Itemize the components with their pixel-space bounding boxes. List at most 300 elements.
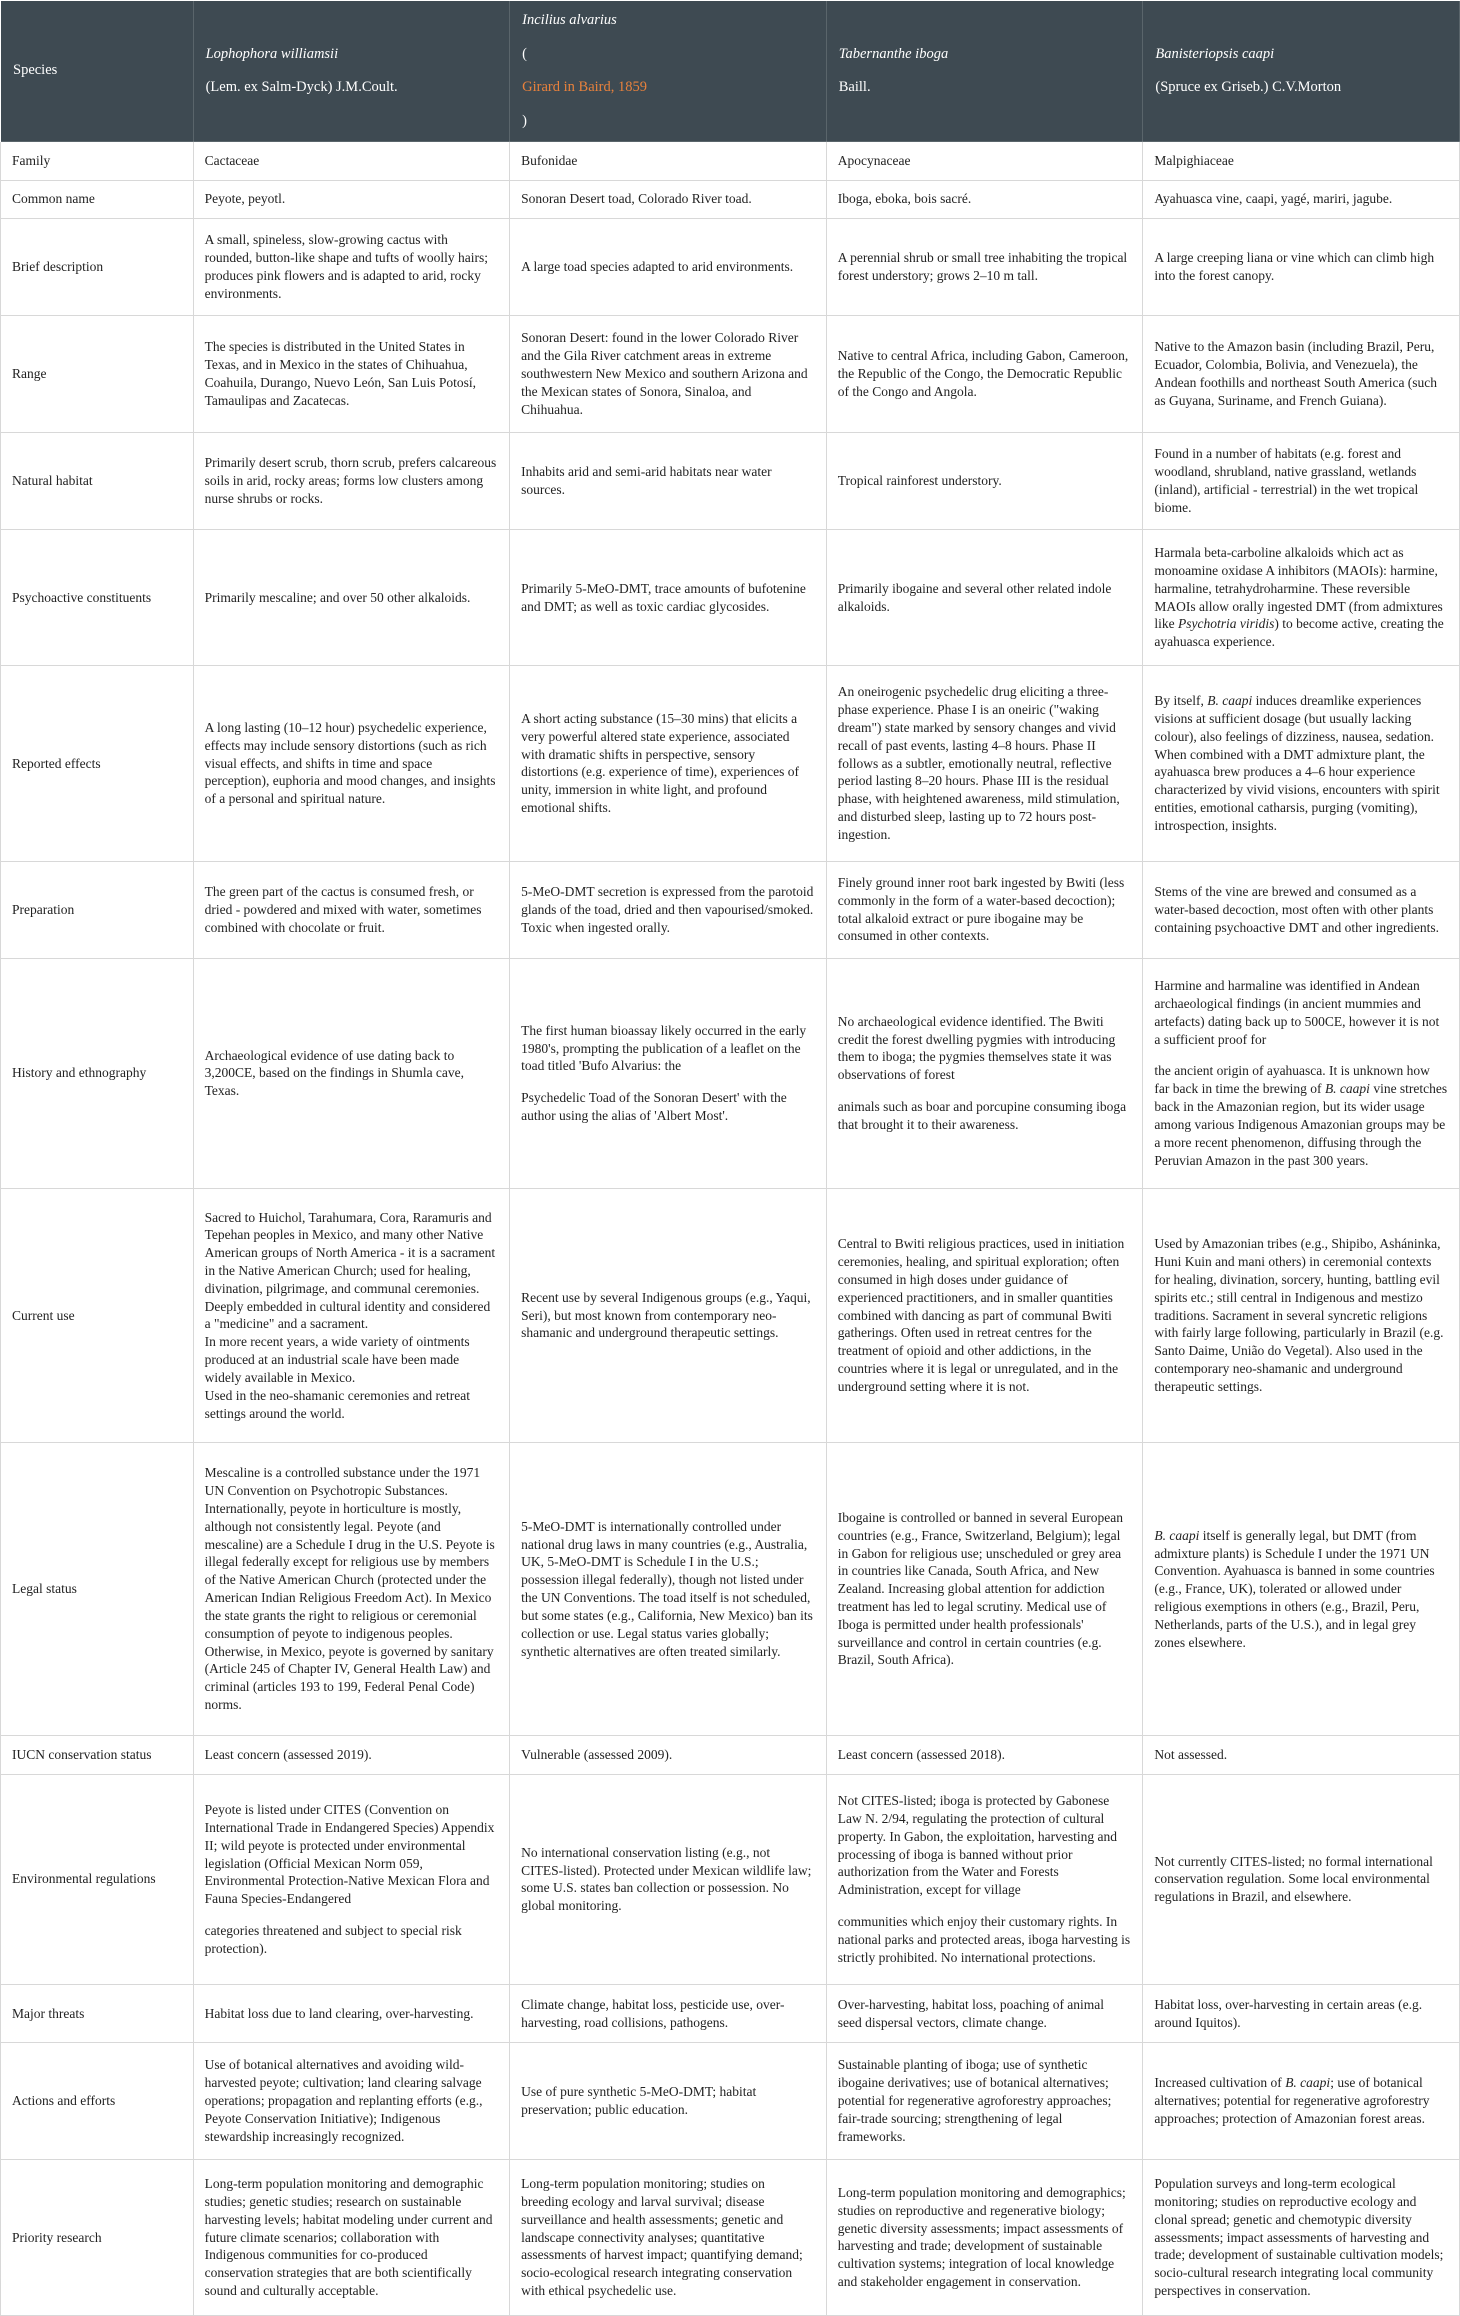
text-segment: ; use of botanical alternatives; potential for regenerative agroforestry approaches; protection of Amazonian forest areas. xyxy=(1154,2075,1430,2126)
paragraph xyxy=(838,2184,1132,2291)
paragraph xyxy=(1154,2175,1448,2300)
paragraph xyxy=(521,580,815,616)
paragraph xyxy=(12,365,182,383)
row-label xyxy=(1,432,194,529)
paragraph xyxy=(205,152,499,170)
paragraph xyxy=(205,338,499,409)
text-segment: Central to Bwiti religious practices, used in initiation ceremonies, healing, and spiritual exploration; often consumed in high doses under guidance of experienced practitioners, and in smaller quantities combined with dancing as part of communal Bwiti gatherings. Often used in retreat centres for the treatment of opioid and other addictions, in the countries where it is legal or unregulated, and in the underground setting where it is not. xyxy=(837,1236,1125,1394)
text-segment: Native to central Africa, including Gabon, Cameroon, the Republic of the Congo, the Democratic Republic of the Congo and Angola. xyxy=(837,348,1129,399)
column-header-incilius-alvarius xyxy=(510,1,827,142)
text-segment: communities which enjoy their customary rights. In national parks and protected areas, iboga harvesting is strictly prohibited. No international protections. xyxy=(837,1914,1131,1965)
paragraph xyxy=(838,1013,1132,1084)
table-body xyxy=(1,142,1460,2316)
paragraph xyxy=(12,152,182,170)
text-segment: Primarily 5-MeO-DMT, trace amounts of bufotenine and DMT; as well as toxic cardiac glycosides. xyxy=(521,580,806,614)
text-segment: ) to become active, creating the ayahuasca experience. xyxy=(1154,616,1444,650)
paragraph xyxy=(521,190,815,208)
paragraph xyxy=(838,347,1132,400)
text-segment: Long-term population monitoring and demographics; studies on reproductive and regenerative biology; genetic diversity assessments; impact assessments of harvesting and trade; development of sustainable cultivation systems; integration of local knowledge and stakeholder engagement in conservation. xyxy=(837,2185,1126,2290)
paragraph xyxy=(522,112,814,132)
paragraph xyxy=(12,1064,182,1082)
table-row xyxy=(1,316,1460,433)
text-segment: Used by Amazonian tribes (e.g., Shipibo, Asháninka, Huni Kuin and mani others) in ceremonial contexts for healing, divination, sorcery, hunting, battling evil spirits etc.; still central in Indigenous and mestizo traditions. Sacrament in several syncretic religions with fairly large following, particularly in Brazil (e.g. Santo Daime, União do Vegetal). Also used in the contemporary neo-shamanic and underground therapeutic settings. xyxy=(1154,1236,1444,1394)
paragraph xyxy=(205,719,499,808)
table-cell xyxy=(1143,316,1460,433)
table-cell xyxy=(1143,1442,1460,1735)
row-label xyxy=(1,316,194,433)
table-cell xyxy=(193,666,510,861)
text-segment: Not currently CITES-listed; no formal international conservation regulation. Some local environmental regulations in Brazil, and elsewhere. xyxy=(1154,1853,1433,1905)
text-segment: Habitat loss, over-harvesting in certain areas (e.g. around Iquitos). xyxy=(1154,1996,1423,2030)
table-cell xyxy=(826,1442,1143,1735)
text-segment: Peyote, peyotl. xyxy=(204,191,286,207)
text-segment: Use of botanical alternatives and avoiding wild-harvested peyote; cultivation; land clearing salvage operations; propagation and replanting efforts (e.g., Peyote Conservation Initiative); Indigenous stewardship increasingly recognized. xyxy=(204,2057,483,2144)
paragraph xyxy=(12,2229,182,2247)
text-segment: The first human bioassay likely occurred in the early 1980's, prompting the publication of a leaflet on the toad titled 'Bufo Alvarius: the xyxy=(521,1022,807,1074)
paragraph xyxy=(838,683,1132,843)
paragraph xyxy=(521,1089,815,1125)
text-segment: ( xyxy=(522,45,528,62)
paragraph xyxy=(12,258,182,276)
text-segment: Actions and efforts xyxy=(12,2093,116,2109)
text-segment: A small, spineless, slow-growing cactus with rounded, button-like shape and tufts of woolly hairs; produces pink flowers and is adapted to arid, rocky environments. xyxy=(204,232,489,301)
text-segment: Natural habitat xyxy=(12,472,93,488)
table-cell xyxy=(510,432,827,529)
text-segment: IUCN conservation status xyxy=(12,1746,152,1762)
table-cell xyxy=(826,1188,1143,1442)
paragraph xyxy=(206,78,498,98)
paragraph xyxy=(838,152,1132,170)
table-cell xyxy=(193,218,510,315)
text-segment: Ayahuasca vine, caapi, yagé, mariri, jagube. xyxy=(1154,191,1393,207)
paragraph xyxy=(1154,1527,1448,1652)
table-cell xyxy=(193,1442,510,1735)
table-row xyxy=(1,1442,1460,1735)
table-cell xyxy=(1143,2043,1460,2160)
text-segment: Harmala beta-carboline alkaloids which act as monoamine oxidase A inhibitors (MAOIs): harmine, harmaline, tetrahydroharmine. These reversible MAOIs allow orally ingested DMT (from admixtures like xyxy=(1154,545,1443,632)
text-segment: Priority research xyxy=(12,2229,102,2245)
table-cell xyxy=(510,180,827,218)
paragraph xyxy=(205,1801,499,1908)
paragraph xyxy=(521,463,815,499)
row-label xyxy=(1,1774,194,1985)
text-segment: An oneirogenic psychedelic drug eliciting a three-phase experience. Phase I is an oneiric ("waking dream") state marked by sensory changes and vivid recall of past events, lasting 4–8 hours. Phase II follows as a subtler, emotionally neutral, reflective period lasting 8–20 hours. Phase III is the residual phase, with heightened awareness, mild stimulation, and disturbed sleep, lasting up to 72 hours post-ingestion. xyxy=(837,684,1120,842)
text-segment: In more recent years, a wide variety of ointments produced at an industrial scale have been made widely available in Mexico. xyxy=(204,1334,470,1385)
paragraph xyxy=(1154,1853,1448,1906)
table-cell xyxy=(1143,142,1460,180)
paragraph xyxy=(205,1464,499,1713)
text-segment: itself is generally legal, but DMT (from admixture plants) is Schedule I under the 1971 UN Convention. Ayahuasca is banned in some countries (e.g., France, UK), tolerated or allowed under religious exemptions in others (e.g., Brazil, Peru, Netherlands, parts of the U.S.), and in legal grey zones elsewhere. xyxy=(1154,1527,1435,1650)
text-segment: Primarily ibogaine and several other related indole alkaloids. xyxy=(837,580,1112,614)
text-segment: Iboga, eboka, bois sacré. xyxy=(837,191,972,207)
paragraph xyxy=(521,1746,815,1764)
paragraph xyxy=(838,1996,1132,2032)
table-cell xyxy=(826,529,1143,665)
paragraph xyxy=(521,1022,815,1075)
paragraph xyxy=(1154,1235,1448,1395)
paragraph xyxy=(838,1792,1132,1899)
paragraph xyxy=(205,2175,499,2300)
text-segment: Preparation xyxy=(12,901,75,917)
table-cell xyxy=(510,958,827,1188)
table-cell xyxy=(193,958,510,1188)
paragraph xyxy=(1155,78,1447,98)
text-segment: Psychedelic Toad of the Sonoran Desert' with the author using the alias of 'Albert Most'. xyxy=(521,1090,787,1124)
table-row xyxy=(1,2043,1460,2160)
table-cell xyxy=(826,180,1143,218)
paragraph xyxy=(12,589,182,607)
table-cell xyxy=(1143,861,1460,958)
table-cell xyxy=(826,958,1143,1188)
text-segment: Psychoactive constituents xyxy=(12,589,152,605)
text-segment: Sonoran Desert toad, Colorado River toad. xyxy=(521,191,752,207)
table-row xyxy=(1,2159,1460,2315)
text-segment: Habitat loss due to land clearing, over-harvesting. xyxy=(204,2005,474,2021)
paragraph xyxy=(12,2092,182,2110)
paragraph xyxy=(521,883,815,936)
text-segment: Long-term population monitoring; studies on breeding ecology and larval survival; disease surveillance and health assessments; genetic and landscape connectivity analyses; quantitative assessments of harvest impact; quantifying demand; socio-ecological research integrating conservation with ethical psychedelic use. xyxy=(521,2176,803,2298)
text-segment: Sacred to Huichol, Tarahumara, Cora, Raramuris and Tepehan peoples in Mexico, and many other Native American groups of North America - it is a sacrament in the Native American Church; used for healing, divination, pilgrimage, and communal ceremonies. Deeply embedded in cultural identity and considered a "medicine" and a sacrament. xyxy=(204,1209,496,1332)
paragraph xyxy=(522,78,814,98)
table-cell xyxy=(510,1442,827,1735)
text-segment: The green part of the cactus is consumed fresh, or dried - powdered and mixed with water, sometimes combined with chocolate or fruit. xyxy=(204,883,482,935)
text-segment: Primarily desert scrub, thorn scrub, prefers calcareous soils in arid, rocky areas; forms low clusters among nurse shrubs or rocks. xyxy=(204,455,497,506)
text-segment: Legal status xyxy=(12,1581,77,1597)
paragraph xyxy=(521,258,815,276)
text-segment: 5-MeO-DMT is internationally controlled under national drug laws in many countries (e.g., Australia, UK, 5-MeO-DMT is Schedule I in the U.S.; possession illegal federally), though not listed under the UN Conventions. The toad itself is not scheduled, but some states (e.g., California, New Mexico) ban its collection or use. Legal status varies globally; synthetic alternatives are often treated similarly. xyxy=(521,1518,813,1659)
text-segment: Finely ground inner root bark ingested by Bwiti (less commonly in the form of a water-based decoction); total alkaloid extract or pure ibogaine may be consumed in other contexts. xyxy=(837,874,1125,944)
text-segment: (Spruce ex Griseb.) C.V.Morton xyxy=(1155,79,1342,96)
table-cell xyxy=(510,316,827,433)
row-label xyxy=(1,529,194,665)
text-segment: No archaeological evidence identified. The Bwiti credit the forest dwelling pygmies with introducing them to iboga; the pygmies themselves state it was observations of forest xyxy=(837,1013,1116,1083)
row-label xyxy=(1,1736,194,1774)
table-cell xyxy=(510,529,827,665)
table-cell xyxy=(193,142,510,180)
table-cell xyxy=(826,2159,1143,2315)
paragraph xyxy=(1154,249,1448,285)
text-segment: Climate change, habitat loss, pesticide use, over-harvesting, road collisions, pathogens. xyxy=(521,1996,785,2030)
paragraph xyxy=(838,580,1132,616)
table-cell xyxy=(826,218,1143,315)
paragraph xyxy=(206,45,498,65)
paragraph xyxy=(12,1746,182,1764)
paragraph xyxy=(1154,544,1448,651)
table-row xyxy=(1,861,1460,958)
text-segment: B. caapi xyxy=(1207,693,1253,709)
paragraph xyxy=(521,710,815,817)
paragraph xyxy=(1154,1996,1448,2032)
paragraph xyxy=(205,454,499,507)
text-segment: Sustainable planting of iboga; use of synthetic ibogaine derivatives; use of botanical alternatives; potential for regenerative agroforestry approaches; fair-trade sourcing; strengthening of legal frameworks. xyxy=(837,2057,1112,2144)
table-row xyxy=(1,666,1460,861)
paragraph xyxy=(205,2005,499,2023)
table-cell xyxy=(510,2159,827,2315)
text-segment: Mescaline is a controlled substance under the 1971 UN Convention on Psychotropic Substances. Internationally, peyote in horticulture is mostly, although not consistently legal. Peyote (and mescaline) are a Schedule I drug in the U.S. Peyote is illegal federally except for religious use by members of the Native American Church (protected under the American Indian Religious Freedom Act). In Mexico the state grants the right to religious or ceremonial consumption of peyote to indigenous peoples. Otherwise, in Mexico, peyote is governed by sanitary (Article 245 of Chapter IV, General Health Law) and criminal (articles 193 to 199, Federal Penal Code) norms. xyxy=(204,1465,495,1712)
paragraph xyxy=(205,883,499,936)
paragraph xyxy=(205,589,499,607)
text-segment: Lophophora williamsii xyxy=(205,45,339,62)
paragraph xyxy=(205,1922,499,1958)
table-cell xyxy=(826,2043,1143,2160)
paragraph xyxy=(521,1518,815,1661)
paragraph xyxy=(838,874,1132,945)
text-segment: induces dreamlike experiences visions at sufficient dosage (but usually lacking colour), also feelings of dizziness, nausea, sedation. When combined with a DMT admixture plant, the ayahuasca brew produces a 4–6 hour experience characterized by vivid visions, encounters with spirit entities, emotional catharsis, purging (vomiting), introspection, insights. xyxy=(1154,693,1440,833)
column-header-banisteriopsis-caapi xyxy=(1143,1,1460,142)
paragraph xyxy=(205,1047,499,1100)
paragraph xyxy=(521,1289,815,1342)
table-cell xyxy=(1143,1985,1460,2043)
paragraph xyxy=(838,1746,1132,1764)
table-row xyxy=(1,218,1460,315)
column-header-lophophora-williamsii xyxy=(193,1,510,142)
paragraph xyxy=(838,1913,1132,1966)
paragraph xyxy=(1154,1062,1448,1169)
paragraph xyxy=(12,1580,182,1598)
text-segment: Reported effects xyxy=(12,755,101,771)
table-row xyxy=(1,180,1460,218)
paragraph xyxy=(1154,338,1448,409)
species-corner-label: Species xyxy=(1,1,194,142)
paragraph xyxy=(521,1844,815,1915)
table-row xyxy=(1,432,1460,529)
text-segment: Bufonidae xyxy=(521,153,578,168)
table-cell xyxy=(1143,218,1460,315)
text-segment: Common name xyxy=(12,191,95,207)
paragraph xyxy=(522,11,814,31)
table-cell xyxy=(510,218,827,315)
table-cell xyxy=(510,1736,827,1774)
paragraph xyxy=(205,231,499,302)
table-cell xyxy=(510,666,827,861)
table-cell xyxy=(193,316,510,433)
text-segment: A large creeping liana or vine which can climb high into the forest canopy. xyxy=(1154,250,1435,283)
table-cell xyxy=(1143,1188,1460,1442)
paragraph xyxy=(521,2083,815,2119)
text-segment: Cactaceae xyxy=(204,153,260,168)
table-cell xyxy=(193,861,510,958)
text-segment: History and ethnography xyxy=(12,1065,147,1081)
paragraph xyxy=(1154,692,1448,835)
paragraph xyxy=(12,190,182,208)
table-cell xyxy=(193,2043,510,2160)
paragraph xyxy=(205,1209,499,1423)
table-cell xyxy=(193,1188,510,1442)
text-segment: A long lasting (10–12 hour) psychedelic experience, effects may include sensory distortions (such as rich visual effects, and shifts in time and space perception), euphoria and mood changes, and insights of a personal and spiritual nature. xyxy=(204,719,496,807)
table-cell xyxy=(510,1774,827,1985)
table-cell xyxy=(1143,2159,1460,2315)
text-segment: Native to the Amazon basin (including Brazil, Peru, Ecuador, Colombia, Bolivia, and Venezuela), the Andean foothills and northeast South America (such as Guyana, Suriname, and French Guiana). xyxy=(1154,339,1438,408)
paragraph xyxy=(838,190,1132,208)
paragraph xyxy=(522,45,814,65)
paragraph xyxy=(12,1307,182,1325)
table-cell xyxy=(510,1985,827,2043)
text-segment: vine stretches back in the Amazonian region, but its wider usage among various Indigenous Amazonian groups may be a more recent phenomenon, diffusing through the Peruvian Amazon in the past 300 years. xyxy=(1154,1081,1448,1168)
paragraph xyxy=(1155,45,1447,65)
paragraph xyxy=(1154,190,1448,208)
taxon-authority-link[interactable]: Girard in Baird, 1859 xyxy=(522,79,648,96)
text-segment: animals such as boar and porcupine consuming iboga that brought it to their awareness. xyxy=(837,1099,1127,1132)
text-segment: (Lem. ex Salm-Dyck) J.M.Coult. xyxy=(205,79,398,96)
table-cell xyxy=(193,1774,510,1985)
row-label xyxy=(1,218,194,315)
table-cell xyxy=(826,666,1143,861)
paragraph xyxy=(838,2056,1132,2145)
table-cell xyxy=(826,1985,1143,2043)
paragraph xyxy=(1154,1746,1448,1764)
paragraph xyxy=(521,329,815,418)
table-cell xyxy=(826,1736,1143,1774)
text-segment: Used in the neo-shamanic ceremonies and retreat settings around the world. xyxy=(204,1387,470,1421)
text-segment: Stems of the vine are brewed and consumed as a water-based decoction, most often with other plants containing psychoactive DMT and other ingredients. xyxy=(1154,883,1440,935)
text-segment: Malpighiaceae xyxy=(1154,153,1234,168)
row-label xyxy=(1,1985,194,2043)
text-segment: Not assessed. xyxy=(1154,1746,1228,1762)
paragraph xyxy=(1154,977,1448,1048)
text-segment: Banisteriopsis caapi xyxy=(1155,45,1275,62)
text-segment: Family xyxy=(12,153,51,168)
table-row xyxy=(1,529,1460,665)
text-segment: Tropical rainforest understory. xyxy=(837,472,1002,488)
table-cell xyxy=(826,142,1143,180)
table-cell xyxy=(826,316,1143,433)
table-cell xyxy=(510,861,827,958)
text-segment: 5-MeO-DMT secretion is expressed from the parotoid glands of the toad, dried and then vapourised/smoked. Toxic when ingested orally. xyxy=(521,883,814,935)
paragraph xyxy=(12,755,182,773)
text-segment: Apocynaceae xyxy=(837,153,911,168)
table-cell xyxy=(1143,180,1460,218)
table-cell xyxy=(1143,666,1460,861)
table-cell xyxy=(1143,432,1460,529)
row-label xyxy=(1,2159,194,2315)
text-segment: Environmental regulations xyxy=(12,1871,156,1887)
text-segment: A perennial shrub or small tree inhabiting the tropical forest understory; grows 2–10 m tall. xyxy=(837,250,1128,283)
paragraph xyxy=(838,472,1132,490)
paragraph xyxy=(521,152,815,170)
table-cell xyxy=(510,1188,827,1442)
table-cell xyxy=(826,861,1143,958)
paragraph xyxy=(838,1509,1132,1669)
row-label xyxy=(1,180,194,218)
text-segment: Use of pure synthetic 5-MeO-DMT; habitat preservation; public education. xyxy=(521,2084,757,2117)
row-label xyxy=(1,2043,194,2160)
table-cell xyxy=(1143,1774,1460,1985)
row-label xyxy=(1,861,194,958)
text-segment: Vulnerable (assessed 2009). xyxy=(521,1746,673,1762)
text-segment: Psychotria viridis xyxy=(1177,616,1275,632)
row-label xyxy=(1,1442,194,1735)
table-cell xyxy=(510,2043,827,2160)
paragraph xyxy=(205,1746,499,1764)
paragraph xyxy=(1154,445,1448,516)
table-row xyxy=(1,142,1460,180)
text-segment: Least concern (assessed 2018). xyxy=(837,1746,1005,1762)
paragraph xyxy=(1154,883,1448,936)
text-segment: B. caapi xyxy=(1154,1527,1200,1543)
paragraph xyxy=(1154,152,1448,170)
text-segment: Sonoran Desert: found in the lower Colorado River and the Gila River catchment areas in extreme southwestern New Mexico and southern Arizona and the Mexican states of Sonora, Sinaloa, and Chihuahua. xyxy=(521,330,808,417)
text-segment: Range xyxy=(12,366,47,381)
text-segment: Inhabits arid and semi-arid habitats near water sources. xyxy=(521,464,772,497)
text-segment: Current use xyxy=(12,1307,75,1323)
paragraph xyxy=(12,472,182,490)
text-segment: Found in a number of habitats (e.g. forest and woodland, shrubland, native grassland, wetlands (inland), artificial - terrestrial) in the wet tropical biome. xyxy=(1154,446,1419,515)
text-segment: Over-harvesting, habitat loss, poaching of animal seed dispersal vectors, climate change. xyxy=(837,1996,1105,2030)
paragraph xyxy=(838,249,1132,285)
text-segment: the ancient origin of ayahuasca. It is unknown how far back in time the brewing of xyxy=(1154,1063,1430,1097)
text-segment: Primarily mescaline; and over 50 other alkaloids. xyxy=(204,589,471,605)
text-segment: Recent use by several Indigenous groups (e.g., Yaqui, Seri), but most known from contemporary neo-shamanic and underground therapeutic settings. xyxy=(521,1289,811,1341)
table-cell xyxy=(1143,529,1460,665)
paragraph xyxy=(12,2005,182,2023)
text-segment: ) xyxy=(522,112,528,129)
text-segment: A short acting substance (15–30 mins) that elicits a very powerful altered state experience, associated with dramatic shifts in perspective, sensory distortions (e.g. experience of time), experiences of unity, immersion in white light, and profound emotional shifts. xyxy=(521,710,799,816)
paragraph xyxy=(205,2056,499,2145)
row-label xyxy=(1,142,194,180)
table-cell xyxy=(826,432,1143,529)
text-segment: The species is distributed in the United States in Texas, and in Mexico in the states of Chihuahua, Coahuila, Durango, Nuevo León, San Luis Potosí, Tamaulipas and Zacatecas. xyxy=(204,339,477,408)
header-row xyxy=(1,1,1460,142)
table-cell xyxy=(510,142,827,180)
table-cell xyxy=(193,432,510,529)
table-cell xyxy=(193,1985,510,2043)
table-cell xyxy=(826,1774,1143,1985)
row-label xyxy=(1,1188,194,1442)
paragraph xyxy=(12,1870,182,1888)
text-segment: B. caapi xyxy=(1324,1081,1370,1097)
paragraph xyxy=(838,1098,1132,1134)
paragraph xyxy=(205,190,499,208)
table-cell xyxy=(193,2159,510,2315)
paragraph xyxy=(12,901,182,919)
text-segment: Increased cultivation of xyxy=(1154,2075,1286,2091)
paragraph xyxy=(521,2175,815,2300)
table-cell xyxy=(193,1736,510,1774)
column-header-tabernanthe-iboga xyxy=(826,1,1143,142)
text-segment: Long-term population monitoring and demographic studies; genetic studies; research on sustainable harvesting levels; habitat modeling under current and future climate scenarios; collaboration with Indigenous communities for co-produced conservation strategies that are both scientifically sound and culturally acceptable. xyxy=(204,2176,493,2298)
text-segment: By itself, xyxy=(1154,693,1208,709)
text-segment: Archaeological evidence of use dating back to 3,200CE, based on the findings in Shumla cave, Texas. xyxy=(204,1047,465,1099)
row-label xyxy=(1,958,194,1188)
text-segment: B. caapi xyxy=(1285,2075,1331,2091)
table-cell xyxy=(1143,1736,1460,1774)
table-row xyxy=(1,1985,1460,2043)
text-segment: Harmine and harmaline was identified in Andean archaeological findings (in ancient mummies and artefacts) dating back up to 500CE, however it is not a sufficient proof for xyxy=(1154,978,1440,1047)
row-label xyxy=(1,666,194,861)
text-segment: Ibogaine is controlled or banned in several European countries (e.g., France, Switzerland, Belgium); legal in Gabon for religious use; unscheduled or grey area in countries like Canada, South Africa, and New Zealand. Increasing global attention for addiction treatment has led to legal scrutiny. Medical use of Iboga is permitted under health professionals' surveillance and control in certain countries (e.g. Brazil, South Africa). xyxy=(837,1509,1124,1668)
text-segment: Peyote is listed under CITES (Convention on International Trade in Endangered Species) Appendix II; wild peyote is protected under environmental legislation (Official Mexican Norm 059, Environmental Protection-Native Mexican Flora and Fauna Species-Endangered xyxy=(204,1802,495,1907)
text-segment: No international conservation listing (e.g., not CITES-listed). Protected under Mexican wildlife law; some U.S. states ban collection or possession. No global monitoring. xyxy=(521,1844,812,1914)
table-row xyxy=(1,1736,1460,1774)
table-row xyxy=(1,1188,1460,1442)
text-segment: Least concern (assessed 2019). xyxy=(204,1746,372,1762)
text-segment: Brief description xyxy=(12,259,104,275)
paragraph xyxy=(1154,2074,1448,2127)
table-row xyxy=(1,1774,1460,1985)
table-row xyxy=(1,958,1460,1188)
table-cell xyxy=(1143,958,1460,1188)
paragraph xyxy=(521,1996,815,2032)
text-segment: Population surveys and long-term ecological monitoring; studies on reproductive ecology and clonal spread; genetic and chemotypic diversity assessments; impact assessments of harvesting and trade; development of sustainable cultivation models; socio-cultural research integrating local community perspectives in conservation. xyxy=(1154,2176,1444,2298)
text-segment: A large toad species adapted to arid environments. xyxy=(521,259,794,275)
table-cell xyxy=(193,529,510,665)
text-segment: Baill. xyxy=(838,79,871,96)
paragraph xyxy=(839,45,1131,65)
paragraph xyxy=(839,78,1131,98)
text-segment: Incilius alvarius xyxy=(522,12,617,28)
table-cell xyxy=(193,180,510,218)
text-segment: Not CITES-listed; iboga is protected by Gabonese Law N. 2/94, regulating the protection of cultural property. In Gabon, the exploitation, harvesting and processing of iboga is banned without prior authorization from the Water and Forests Administration, except for village xyxy=(837,1793,1117,1898)
